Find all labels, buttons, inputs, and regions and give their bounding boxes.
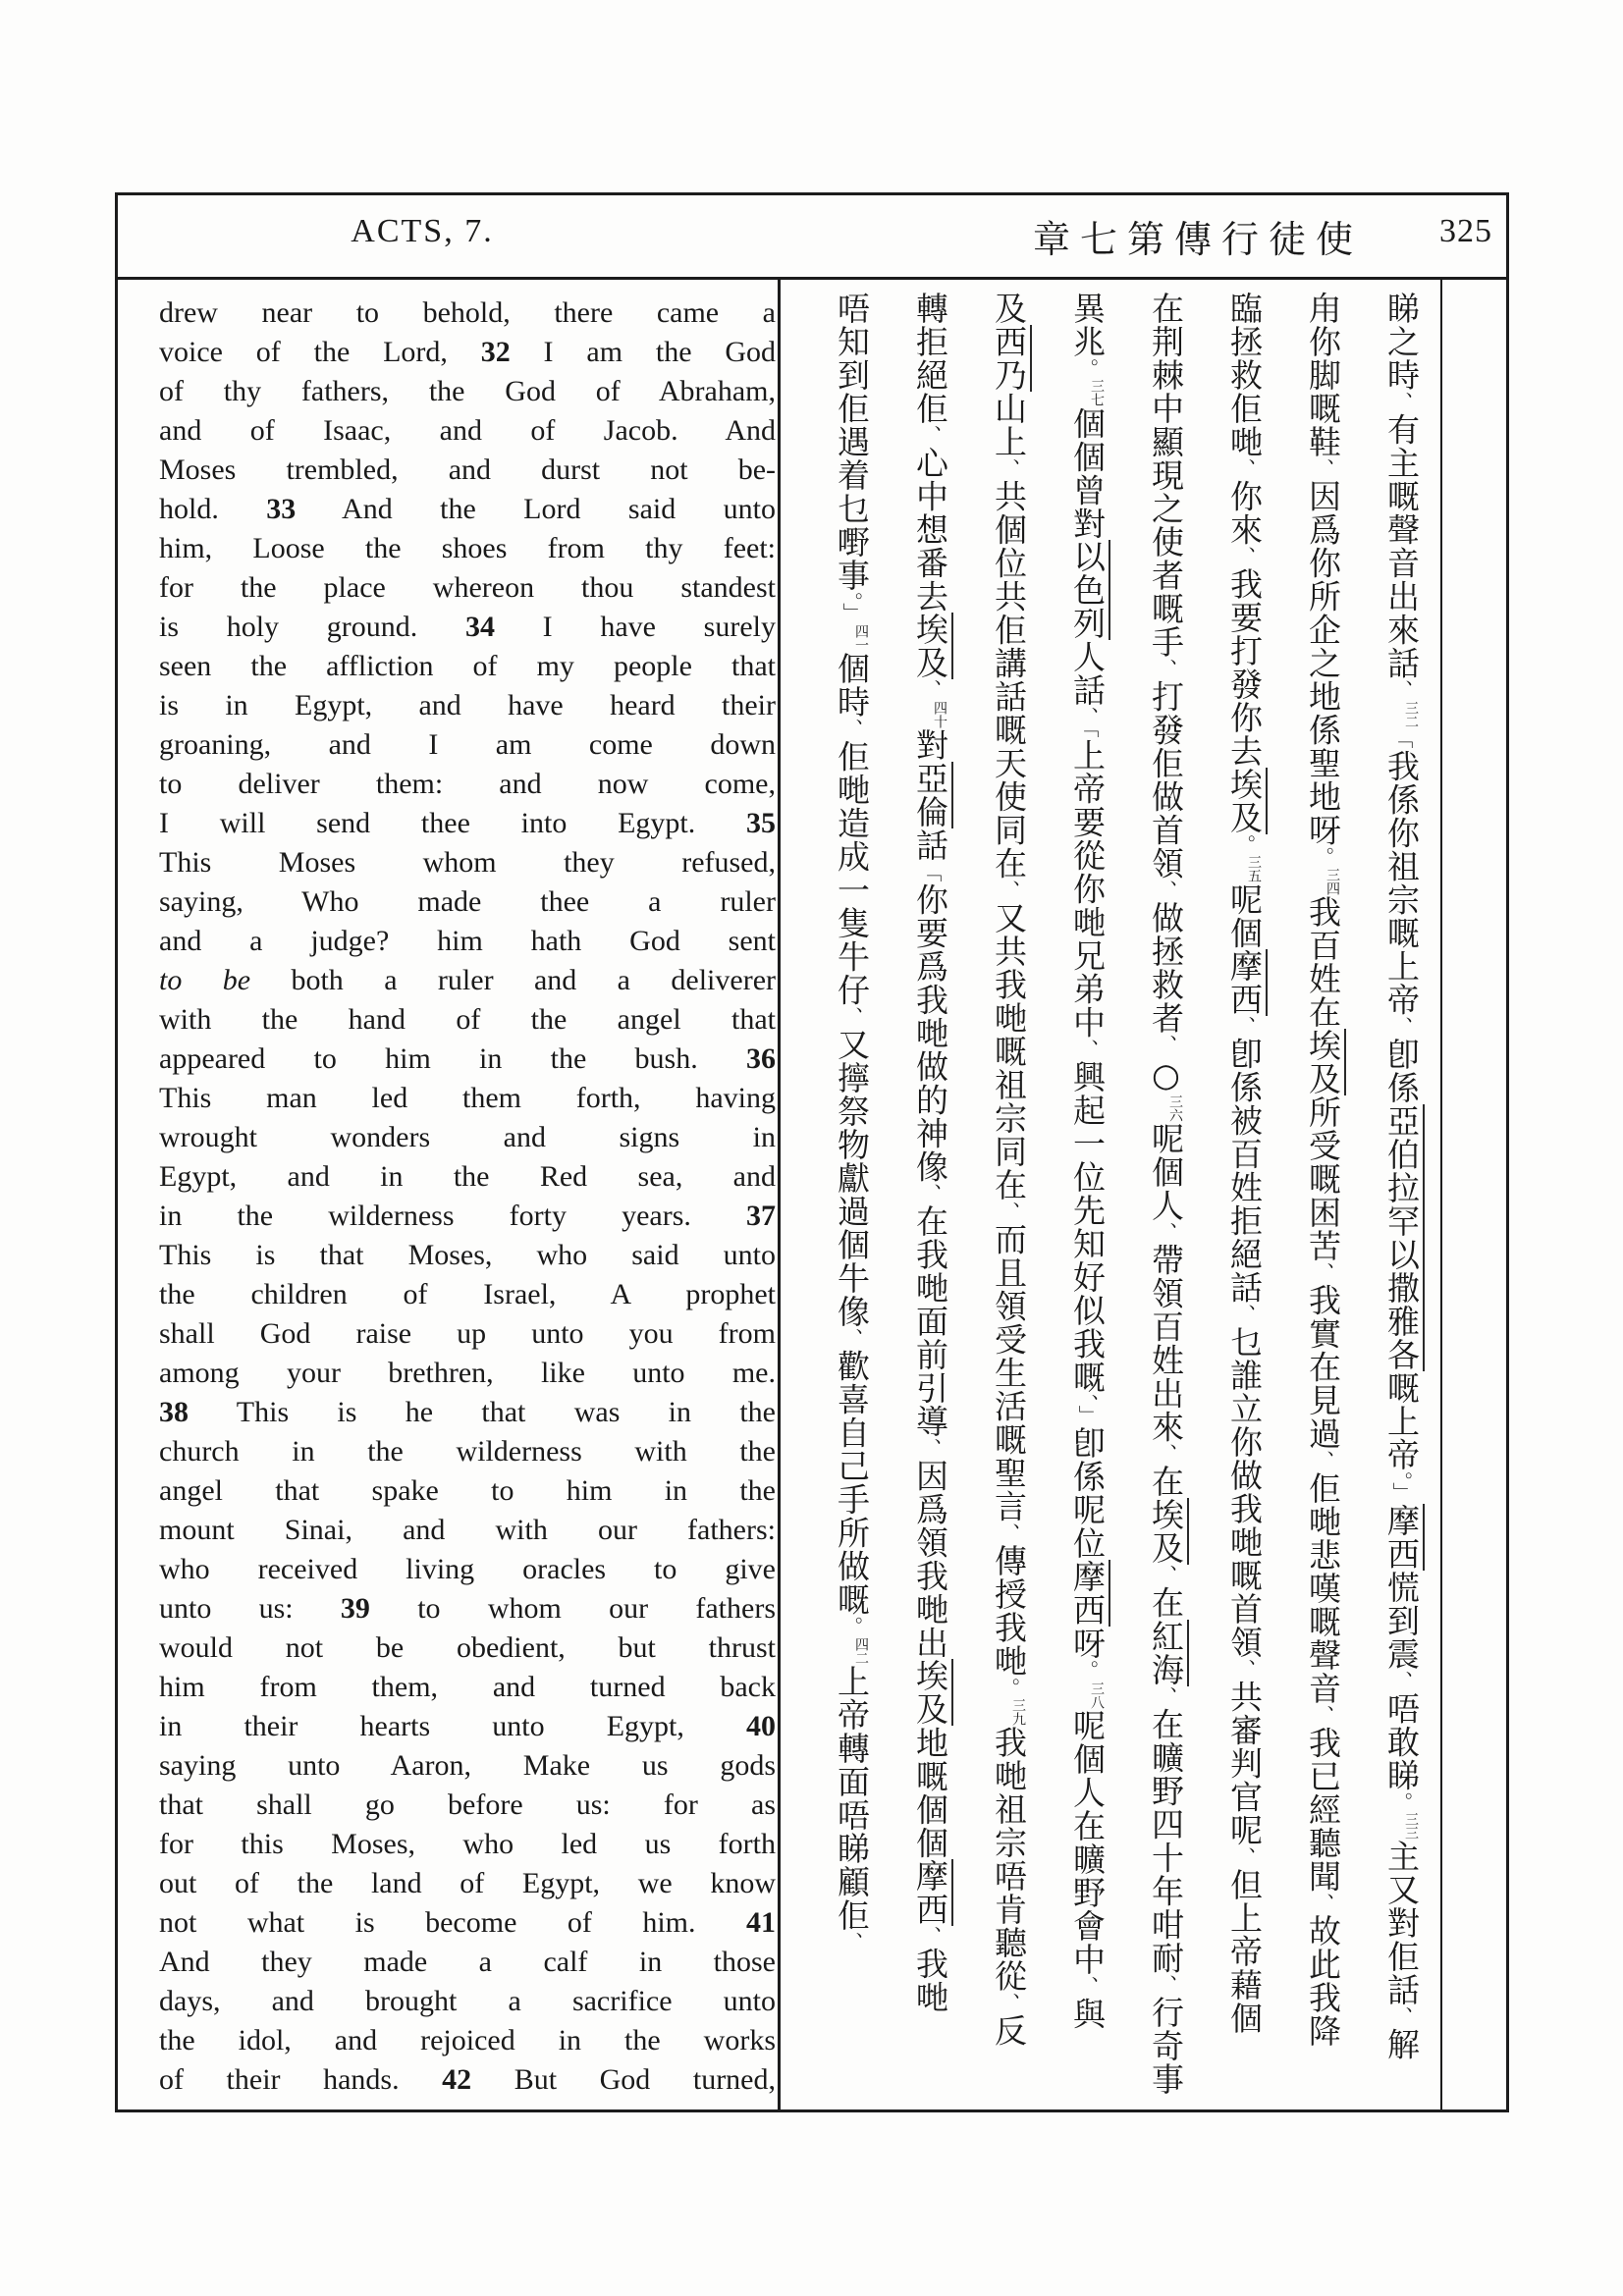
english-text-line: the children of Israel, A prophet	[159, 1278, 776, 1310]
english-text-line: who received living oracles to give	[159, 1553, 776, 1585]
verse-number-marker: 四二	[853, 1636, 869, 1665]
text-run: 。	[1232, 833, 1256, 856]
english-text-line: him from them, and turned back	[159, 1671, 776, 1703]
english-text-line: is in Egypt, and have heard their	[159, 689, 776, 721]
english-text-line: to deliver them: and now come,	[159, 768, 776, 800]
english-text-column	[159, 294, 776, 2100]
english-text-line: the idol, and rejoiced in the works	[159, 2024, 776, 2056]
text-run: 人話、「上帝要從你哋兄弟中、興起一位先知好似我嘅、」卽係呢位	[1068, 640, 1107, 1561]
text-run: 呢個人、帶領百姓出來、在	[1147, 1122, 1185, 1499]
english-text-line: Moses trembled, and durst not be-	[159, 454, 776, 486]
text-run: 、在曠野四十年咁耐、行奇事	[1147, 1685, 1185, 2096]
proper-name: 摩西	[1068, 1560, 1110, 1627]
text-run: 呢個人在曠野會中、與	[1068, 1708, 1107, 2031]
english-text-line: And they made a calf in those	[159, 1946, 776, 1978]
text-run: 、在	[1147, 1565, 1185, 1620]
english-text-line: saying unto Aaron, Make us gods	[159, 1749, 776, 1782]
text-run: 臨拯救佢哋、你來、我要打發你去	[1225, 292, 1264, 768]
page-frame	[115, 192, 1509, 2112]
text-run: 「我係你祖宗嘅上帝、卽係	[1382, 727, 1421, 1104]
verse-number-marker: 四一	[853, 623, 869, 652]
verse-number-marker: 三五	[1246, 855, 1262, 883]
text-run: 話「你要爲我哋做的神像、在我哋面前引導、因爲領我哋出	[911, 828, 949, 1660]
proper-name: 以色列	[1068, 540, 1110, 640]
text-run: 、卽係被百姓拒絕話、乜誰立你做我哋嘅首領、共審判官呢、但上帝藉個	[1225, 1016, 1264, 2036]
text-run: 睇之時、有主嘅聲音出來話、	[1382, 292, 1421, 701]
text-run: 我百姓在	[1304, 894, 1342, 1029]
verse-number-marker: 三九	[1010, 1698, 1026, 1727]
verse-number-marker: 三四	[1325, 867, 1340, 895]
english-text-line: hold. 33 And the Lord said unto	[159, 493, 776, 525]
proper-name: 紅海	[1147, 1620, 1189, 1686]
english-text-line: This is that Moses, who said unto	[159, 1239, 776, 1271]
chinese-text-column	[1202, 292, 1280, 2108]
english-text-line: Egypt, and in the Red sea, and	[159, 1160, 776, 1193]
english-text-line: in their hearts unto Egypt, 40	[159, 1710, 776, 1742]
text-run: 個時、佢哋造成一隻牛仔、又擰祭物獻過個牛像、歡喜自己手所做嘅。	[833, 651, 871, 1637]
english-text-line: This Moses whom they refused,	[159, 846, 776, 879]
chinese-text-column	[1280, 292, 1359, 2108]
english-text-line: with the hand of the angel that	[159, 1003, 776, 1036]
english-text-line: mount Sinai, and with our fathers:	[159, 1514, 776, 1546]
english-text-line: voice of the Lord, 32 I am the God	[159, 336, 776, 368]
text-run: 及	[990, 292, 1028, 325]
verse-number-marker: 四十	[932, 700, 947, 728]
english-text-line: I will send thee into Egypt. 35	[159, 807, 776, 839]
text-run: 我哋祖宗唔肯聽從、反	[990, 1726, 1028, 2048]
text-run: 、我哋	[911, 1926, 949, 2014]
proper-name: 亞伯拉罕	[1382, 1104, 1425, 1238]
text-run: 嘅上帝。」	[1382, 1370, 1421, 1504]
proper-name: 埃及	[1147, 1498, 1189, 1565]
page-header	[118, 195, 1506, 280]
proper-name: 埃及	[1304, 1029, 1346, 1095]
header-chinese-title: 章七第傳行徒使	[1032, 218, 1363, 261]
english-text-line: church in the wilderness with the	[159, 1435, 776, 1468]
chinese-text-column	[809, 292, 888, 2108]
proper-name: 摩西	[1382, 1504, 1425, 1571]
text-run: 呢個	[1225, 882, 1264, 950]
proper-name: 以撒	[1382, 1238, 1425, 1305]
right-margin-rule	[1440, 280, 1442, 2109]
english-text-line: that shall go before us: for as	[159, 1789, 776, 1821]
english-text-line: not what is become of him. 41	[159, 1906, 776, 1939]
page-number: 325	[1439, 213, 1492, 249]
text-run: 唔知到佢遇着乜嘢事。」	[833, 292, 871, 624]
chinese-text-column	[888, 292, 966, 2108]
verse-number-marker: 三八	[1089, 1681, 1105, 1709]
chinese-text-column	[1045, 292, 1123, 2108]
english-text-line: drew near to behold, there came a	[159, 296, 776, 329]
english-text-line: to be both a ruler and a deliverer	[159, 964, 776, 996]
text-run: 對	[911, 727, 949, 762]
text-run: 慌到震、唔敢睇。	[1382, 1570, 1421, 1813]
text-run: 所受嘅困苦、我實在見過、佢哋悲嘆嘅聲音、我已經聽聞、故此我降	[1304, 1095, 1342, 2048]
text-run: 呀。	[1068, 1627, 1107, 1682]
english-text-line: of their hands. 42 But God turned,	[159, 2063, 776, 2096]
english-text-line: This man led them forth, having	[159, 1082, 776, 1114]
english-text-line: among your brethren, like unto me.	[159, 1357, 776, 1389]
text-run: 異兆。	[1068, 292, 1107, 380]
verse-number-marker: 三三	[1403, 1812, 1419, 1841]
english-text-line: angel that spake to him in the	[159, 1474, 776, 1507]
english-text-line: wrought wonders and signs in	[159, 1121, 776, 1153]
text-run: 甪你脚嘅鞋、因爲你所企之地係聖地呀。	[1304, 292, 1342, 868]
english-text-line: 38 This is he that was in the	[159, 1396, 776, 1428]
text-run: 地嘅個個	[911, 1726, 949, 1860]
english-text-line: unto us: 39 to whom our fathers	[159, 1592, 776, 1625]
header-english-title: ACTS, 7.	[351, 213, 494, 249]
text-run: 上帝轉面唔睇顧佢、	[833, 1664, 871, 1952]
english-text-line: appeared to him in the bush. 36	[159, 1042, 776, 1075]
chinese-text-column	[1123, 292, 1202, 2108]
english-text-line: days, and brought a sacrifice unto	[159, 1985, 776, 2017]
text-run: 、	[918, 679, 942, 701]
text-run: 在荆棘中顯現之使者嘅手、打發佢做首領、做拯救者、○	[1147, 292, 1185, 1095]
chinese-text-column	[1359, 292, 1437, 2108]
text-run: 轉拒絕佢、心中想番去	[911, 292, 949, 614]
verse-number-marker: 三二	[1403, 700, 1419, 728]
english-text-line: would not be obedient, but thrust	[159, 1631, 776, 1664]
text-run: 個個曾對	[1068, 406, 1107, 541]
proper-name: 摩西	[911, 1859, 953, 1926]
english-text-line: in the wilderness forty years. 37	[159, 1200, 776, 1232]
english-text-line: and of Isaac, and of Jacob. And	[159, 414, 776, 447]
proper-name: 亞倫	[911, 762, 953, 828]
chinese-text-columns	[805, 292, 1437, 2108]
english-text-line: and a judge? him hath God sent	[159, 925, 776, 957]
verse-number-marker: 三六	[1167, 1095, 1183, 1123]
proper-name: 埃及	[911, 1659, 953, 1726]
proper-name: 埃及	[1225, 768, 1268, 834]
proper-name: 西乃	[990, 325, 1032, 392]
english-text-line: saying, Who made thee a ruler	[159, 885, 776, 918]
verse-number-marker: 三七	[1089, 379, 1105, 407]
english-text-line: out of the land of Egypt, we know	[159, 1867, 776, 1899]
english-text-line: for this Moses, who led us forth	[159, 1828, 776, 1860]
proper-name: 埃及	[911, 613, 953, 679]
english-text-line: shall God raise up unto you from	[159, 1317, 776, 1350]
english-text-line: groaning, and I am come down	[159, 728, 776, 761]
proper-name: 雅各	[1382, 1305, 1425, 1371]
english-text-line: of thy fathers, the God of Abraham,	[159, 375, 776, 407]
text-run: 主又對佢話、解	[1382, 1840, 1421, 2061]
english-text-line: seen the affliction of my people that	[159, 650, 776, 682]
column-divider-rule	[778, 280, 781, 2109]
proper-name: 摩西	[1225, 949, 1268, 1016]
text-run: 山上、共個位共佢講話嘅天使同在、又共我哋嘅祖宗同在、而且領受生活嘅聖言、傳授我哋。	[990, 392, 1028, 1699]
english-text-line: for the place whereon thou standest	[159, 571, 776, 604]
english-text-line: him, Loose the shoes from thy feet:	[159, 532, 776, 564]
chinese-text-column	[966, 292, 1045, 2108]
english-text-line: is holy ground. 34 I have surely	[159, 611, 776, 643]
